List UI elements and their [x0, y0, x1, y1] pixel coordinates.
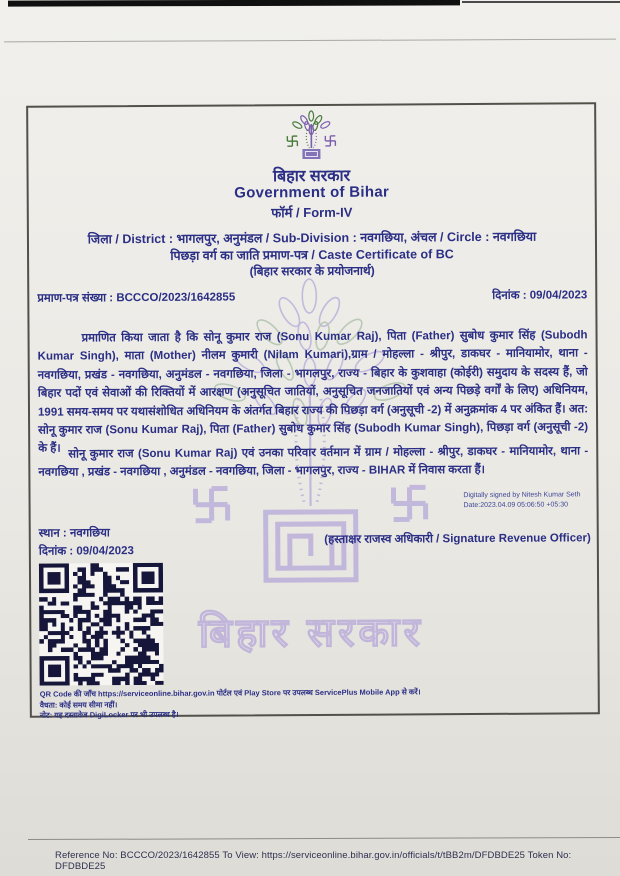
digital-signature-block [463, 490, 580, 510]
digital-signature-name: Digitally signed by Nitesh Kumar Seth [463, 491, 581, 500]
form-number: फॉर्म / Form-IV [271, 204, 353, 221]
scan-artifact-fold-line [4, 39, 616, 43]
certificate-number: प्रमाण-पत्र संख्या : BCCCO/2023/1642855 [37, 291, 236, 305]
footer-divider [28, 837, 620, 840]
swastika-left-icon [195, 489, 227, 521]
qr-note-validity: वैधता: कोई समय सीमा नहीं। [39, 699, 118, 710]
qr-note-verify: QR Code की जाँच https://serviceonline.bihar.gov.in पोर्टल एवं Play Store पर उपलब्ध ServicePlus Mobile App से करें। [39, 687, 421, 699]
scan-artifact-top-bar-right [462, 1, 620, 3]
revenue-officer-signature-label: (हस्ताक्षर राजस्व अधिकारी / Signature Revenue Officer) [324, 532, 591, 546]
certificate-body-paragraph-2: सोनू कुमार राज (Sonu Kumar Raj) एवं उनका परिवार वर्तमान में ग्राम / मोहल्ला - श्रीपुर, डाकघर - मानियामोर, थाना - नवगछिया , प्रखंड - नवगछिया , अनुमंडल - नवगछिया, जिला - भागलपुर, राज्य - BIHAR में निवास करता हैं। [38, 445, 589, 480]
date-label: दिनांक : 09/04/2023 [38, 545, 134, 558]
place-label: स्थान : नवगछिया [38, 527, 110, 540]
scan-artifact-top-bar [8, 0, 460, 7]
title-hindi: बिहार सरकार [272, 167, 351, 186]
title-english: Government of Bihar [234, 183, 390, 202]
qr-note-digilocker: नोट: यह दस्तावेज DigiLocker पर भी उपलब्ध है। [39, 709, 179, 720]
issue-date-top: दिनांक : 09/04/2023 [492, 289, 588, 302]
certificate-body-paragraph-1: प्रमाणित किया जाता है कि सोनू कुमार राज (Sonu Kumar Raj), पिता (Father) सुबोध कुमार सिंह (Subodh Kumar Singh), माता (Mother) नीलम कुमारी (Nilam Kumari),ग्राम / मोहल्ला - श्रीपुर, डाकघर - मानियामोर, थाना - नवगछिया, प्रखंड - नवगछिया, अनुमंडल - नवगछिया, जिला - भागलपुर, राज्य - बिहार के कुशवाहा (कोईरी) समुदाय के सदस्य हैं, जो बिहार पदों एवं सेवाओं की रिक्तियों में आरक्षण (अनुसूचित जातियों, अनुसूचित जनजातियों एवं अन्य पिछड़े वर्गों के लिए) अधिनियम, 1991 समय-समय पर यथासंशोधित अधिनियम के अंतर्गत बिहार राज्य की पिछड़ा वर्ग (अनुसूची -2) में अनुक्रमांक 4 पर अंकित हैं। अत: सोनू कुमार राज (Sonu Kumar Raj), पिता (Father) सुबोध कुमार सिंह (Subodh Kumar Singh), पिछड़ा वर्ग (अनुसूची -2) के हैं। [37, 329, 589, 456]
district-subdivision-circle-line: जिला / District : भागलपुर, अनुमंडल / Sub-Division : नवगछिया, अंचल / Circle : नवगछिया [87, 229, 537, 247]
qr-code-image [39, 563, 164, 686]
qr-instructions [39, 687, 421, 722]
digital-signature-date: Date:2023.04.09 05:06:50 +05:30 [463, 501, 568, 509]
logo-swastika-left-icon [287, 136, 297, 146]
swastika-right-icon [393, 487, 425, 519]
watermark-text: बिहार सरकार [198, 610, 425, 656]
certificate-border-box [26, 102, 600, 720]
meta-row [37, 287, 587, 305]
logo-swastika-right-icon [325, 136, 335, 146]
certificate-type-line: पिछड़ा वर्ग का जाति प्रमाण-पत्र / Caste Certificate of BC [170, 247, 454, 263]
bihar-emblem-icon [284, 110, 338, 164]
purpose-line: (बिहार सरकार के प्रयोजनार्थ) [249, 263, 375, 279]
footer-reference-line: Reference No: BCCCO/2023/1642855 To View: https://serviceonline.bihar.gov.in/officials/t/tBB2m/DFDBDE25 Token No: DFDBDE25 [55, 850, 572, 872]
